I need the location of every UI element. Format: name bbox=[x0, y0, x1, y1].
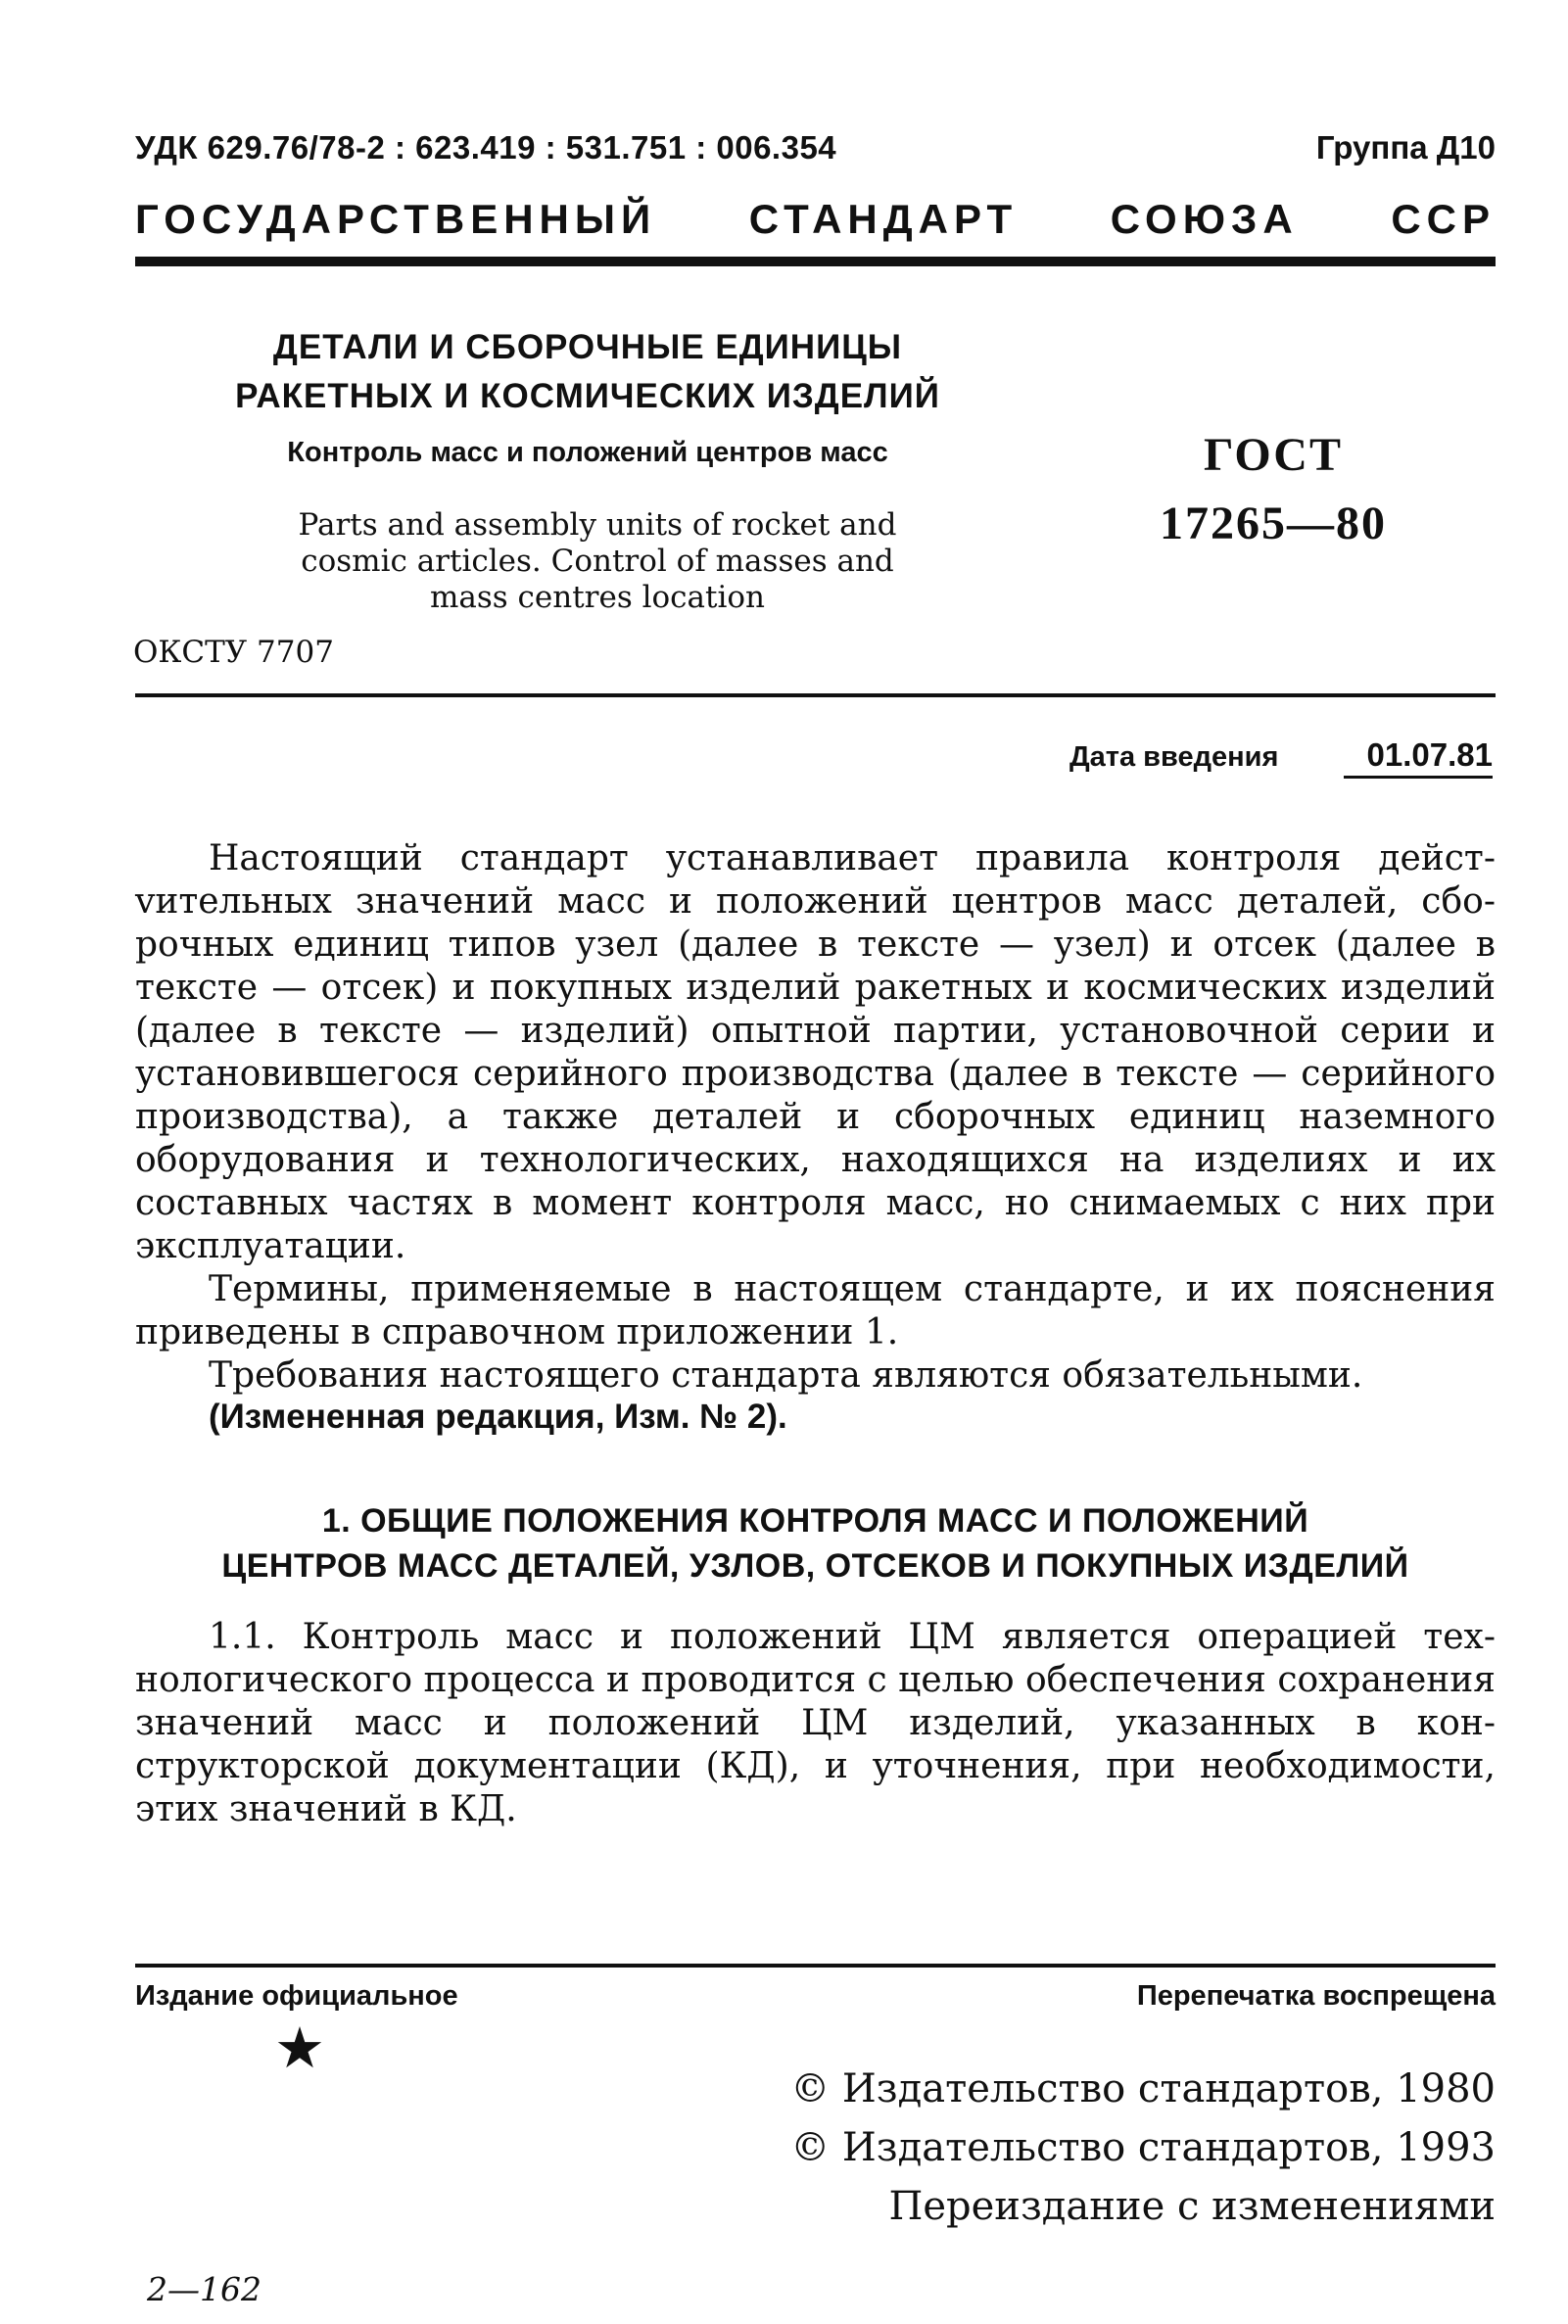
amendment-note: (Измененная редакция, Изм. № 2). bbox=[209, 1398, 787, 1436]
paragraph-scope bbox=[135, 837, 1496, 1268]
section-title-line-1: 1. ОБЩИЕ ПОЛОЖЕНИЯ КОНТРОЛЯ МАСС И ПОЛОЖЕНИЙ bbox=[321, 1502, 1309, 1540]
english-title bbox=[245, 507, 950, 616]
gost-number: 17265—80 bbox=[1160, 498, 1387, 549]
paragraph-1-1 bbox=[135, 1616, 1496, 1831]
paragraph-text: Термины, применяемые в настоящем стандарте, и их пояснения приведены в справочном приложении 1. bbox=[135, 1269, 1496, 1352]
top-divider bbox=[135, 257, 1496, 266]
reprint-prohibited-label: Перепечатка воспрещена bbox=[1136, 1980, 1496, 2012]
intro-date-label: Дата введения bbox=[1069, 741, 1279, 773]
section-title-line-2: ЦЕНТРОВ МАСС ДЕТАЛЕЙ, УЗЛОВ, ОТСЕКОВ И ПОКУПНЫХ ИЗДЕЛИЙ bbox=[221, 1547, 1409, 1585]
footer-divider bbox=[135, 1964, 1496, 1968]
intro-date-value: 01.07.81 bbox=[1344, 736, 1493, 779]
state-standard-heading: ГОСУДАРСТВЕННЫЙ СТАНДАРТ СОЮЗА ССР bbox=[135, 196, 1496, 242]
paragraph-mandatory bbox=[135, 1354, 1496, 1398]
english-line-1: Parts and assembly units of rocket and bbox=[298, 507, 897, 543]
oksty-code: ОКСТУ 7707 bbox=[133, 635, 334, 670]
english-line-2: cosmic articles. Control of masses and bbox=[301, 544, 894, 579]
copyright-1980: © Издательство стандартов, 1980 bbox=[790, 2066, 1496, 2111]
group-code: Группа Д10 bbox=[1315, 129, 1496, 166]
official-edition-label: Издание официальное bbox=[135, 1980, 458, 2012]
section-1-title bbox=[135, 1498, 1496, 1589]
title-line-2: РАКЕТНЫХ И КОСМИЧЕСКИХ ИЗДЕЛИЙ bbox=[235, 377, 940, 415]
paragraph-text: 1.1. Контроль масс и положений ЦМ является операцией технологического процесса и проводится с целью обеспечения сохранения значений масс и положений ЦМ изделий, указанных в конструкторской документации (КД), и уточнения, при необходимости, этих значений в КД. bbox=[135, 1617, 1496, 1829]
reissue-note: Переиздание с изменениями bbox=[888, 2184, 1496, 2229]
english-line-3: mass centres location bbox=[429, 580, 766, 615]
gost-designation bbox=[1126, 421, 1420, 558]
udk-code: УДК 629.76/78-2 : 623.419 : 531.751 : 006.354 bbox=[135, 129, 837, 166]
page-number: 2—162 bbox=[147, 2270, 261, 2308]
paragraph-text: Требования настоящего стандарта являются обязательными. bbox=[209, 1355, 1363, 1396]
gost-label: ГОСТ bbox=[1204, 429, 1343, 481]
document-title bbox=[176, 323, 999, 421]
paragraph-terms bbox=[135, 1268, 1496, 1354]
document-subtitle: Контроль масс и положений центров масс bbox=[287, 437, 888, 468]
copyright-1993: © Издательство стандартов, 1993 bbox=[790, 2125, 1496, 2170]
title-line-1: ДЕТАЛИ И СБОРОЧНЫЕ ЕДИНИЦЫ bbox=[272, 328, 903, 366]
paragraph-text: Настоящий стандарт устанавливает правила контроля дейстvительных значений масс и положений центров масс деталей, сборочных единиц типов узел (далее в тексте — узел) и отсек (далее в тексте — отсек) и покупных изделий ракетных и космических изделий (далее в тексте — изделий) опытной партии, установочной серии и установившегося серийного производства (далее в тексте — серийного производства), а также деталей и сборочных единиц наземного оборудования и технологических, находящихся на изделиях и их составных частях в момент контроля масс, но снимаемых с них при эксплуатации. bbox=[135, 838, 1496, 1266]
title-divider bbox=[135, 693, 1496, 697]
star-icon: ★ bbox=[274, 2015, 325, 2081]
